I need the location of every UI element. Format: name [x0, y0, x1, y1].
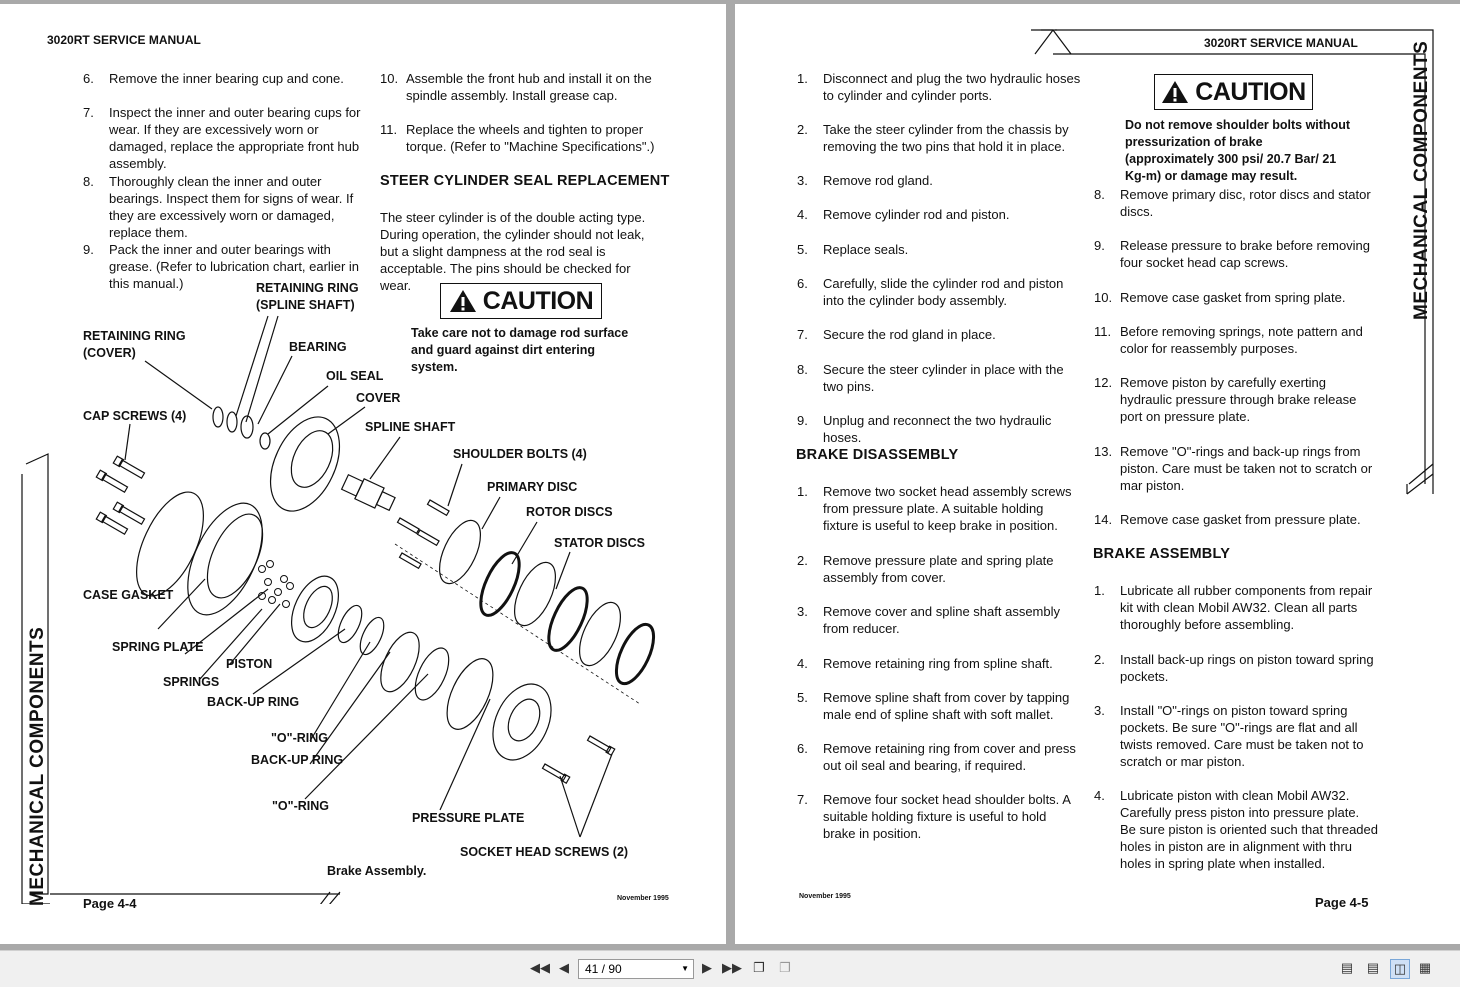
warning-icon: [1161, 80, 1189, 104]
list-item: [1094, 237, 1379, 271]
item-text: Install "O"-rings on piston toward spring pockets. Be sure "O"-rings are flat and all twists removed. Care must be taken not to scratch or mar piston.: [1120, 703, 1364, 769]
page-header: 3020RT SERVICE MANUAL: [1204, 36, 1358, 50]
item-text: Pack the inner and outer bearings with grease. (Refer to lubrication chart, earlier in this manual.): [109, 242, 360, 291]
item-number: 12.: [1094, 375, 1113, 390]
item-number: 8.: [1094, 187, 1105, 202]
label-retaining-ring-spline-shaft: RETAINING RING (SPLINE SHAFT): [256, 281, 359, 312]
label-o-ring-2: "O"-RING: [272, 799, 329, 813]
item-text: Thoroughly clean the inner and outer bearings. Inspect them for signs of wear. If they are excessively worn or damaged, replace them.: [109, 174, 354, 240]
item-text: Remove retaining ring from spline shaft.: [823, 656, 1053, 671]
item-text: Remove cover and spline shaft assembly from reducer.: [823, 604, 1061, 636]
label-rotor-discs: ROTOR DISCS: [526, 505, 613, 519]
item-number: 2.: [1094, 652, 1105, 667]
list-item: [797, 791, 1082, 843]
continuous-view-icon[interactable]: ▤: [1366, 960, 1380, 975]
item-text: Lubricate piston with clean Mobil AW32. Carefully press piston into pressure plate. Be sure piston is oriented such that threaded holes in piston are in alignment with thru holes in spring plate when installed.: [1120, 788, 1378, 871]
label-spline-shaft: SPLINE SHAFT: [365, 420, 456, 434]
item-text: Remove two socket head assembly screws from pressure plate. A suitable holding fixture is useful to keep brake in position.: [823, 484, 1072, 533]
label-oil-seal: OIL SEAL: [326, 369, 384, 383]
item-number: 2.: [797, 122, 808, 137]
list-item: [83, 173, 368, 240]
item-text: Inspect the inner and outer bearing cups for wear. If they are excessively worn or damaged, replace the appropriate front hub assembly.: [109, 105, 361, 171]
page-date: November 1995: [799, 893, 851, 900]
first-page-button[interactable]: ◀◀: [530, 960, 550, 975]
item-text: Take the steer cylinder from the chassis by removing the two pins that hold it in place.: [823, 122, 1069, 154]
item-text: Secure the rod gland in place.: [823, 327, 996, 342]
list-item: [797, 740, 1082, 774]
label-pressure-plate: PRESSURE PLATE: [412, 811, 525, 825]
page-header: 3020RT SERVICE MANUAL: [47, 33, 201, 47]
item-number: 5.: [797, 242, 808, 257]
viewer-toolbar: [0, 950, 1460, 987]
list-item: [1094, 582, 1379, 634]
item-number: 6.: [83, 71, 94, 86]
item-number: 3.: [1094, 703, 1105, 718]
next-page-button[interactable]: ▶: [702, 960, 712, 975]
label-stator-discs: STATOR DISCS: [554, 536, 645, 550]
list-item: [797, 275, 1082, 309]
item-text: Remove four socket head shoulder bolts. A suitable holding fixture is useful to hold brake in position.: [823, 792, 1071, 841]
two-page-view-icon[interactable]: ◫: [1390, 959, 1410, 979]
copy-icon[interactable]: ❐: [753, 960, 765, 975]
item-number: 4.: [1094, 788, 1105, 803]
item-number: 3.: [797, 173, 808, 188]
page-number-input[interactable]: [578, 959, 694, 979]
list-item: [797, 552, 1082, 586]
item-text: Unplug and reconnect the two hydraulic hoses.: [823, 413, 1052, 445]
list-item: [1094, 511, 1379, 528]
item-number: 6.: [797, 276, 808, 291]
caution-text: Do not remove shoulder bolts without pressurization of brake (approximately 300 psi/ 20.7 Bar/ 21 Kg-m) or damage may result.: [1125, 118, 1350, 183]
item-text: Disconnect and plug the two hydraulic hoses to cylinder and cylinder ports.: [823, 71, 1081, 103]
label-backup-ring: BACK-UP RING: [207, 695, 300, 709]
item-number: 9.: [1094, 238, 1105, 253]
item-number: 7.: [797, 792, 808, 807]
page-number: Page 4-5: [1315, 895, 1369, 910]
side-tab-label: MECHANICAL COMPONENTS: [1411, 40, 1432, 320]
section-heading: BRAKE ASSEMBLY: [1093, 546, 1231, 562]
item-text: Remove primary disc, rotor discs and stator discs.: [1120, 187, 1371, 219]
item-number: 6.: [797, 741, 808, 756]
item-number: 2.: [797, 553, 808, 568]
item-number: 1.: [797, 484, 808, 499]
item-number: 10.: [1094, 290, 1113, 305]
list-item: [1094, 787, 1379, 873]
prev-page-button[interactable]: ◀: [559, 960, 569, 975]
item-text: Remove "O"-rings and back-up rings from piston. Care must be taken not to scratch or mar piston.: [1120, 444, 1373, 493]
item-number: 4.: [797, 656, 808, 671]
list-item: [797, 483, 1082, 535]
label-cover: COVER: [356, 391, 401, 405]
item-text: Remove cylinder rod and piston.: [823, 207, 1010, 222]
side-tab-label: MECHANICAL COMPONENTS: [27, 626, 48, 906]
item-number: 5.: [797, 690, 808, 705]
label-springs: SPRINGS: [163, 675, 220, 689]
section-heading: STEER CYLINDER SEAL REPLACEMENT: [380, 173, 670, 189]
label-retaining-ring-cover: RETAINING RING (COVER): [83, 329, 186, 360]
item-text: Remove spline shaft from cover by tapping male end of spline shaft with soft mallet.: [823, 690, 1070, 722]
page-date: November 1995: [617, 895, 669, 902]
list-item: [1094, 374, 1379, 426]
item-text: Remove piston by carefully exerting hydraulic pressure through brake release port on pressure plate.: [1120, 375, 1357, 424]
item-text: Replace seals.: [823, 242, 909, 257]
list-item: [797, 206, 1082, 223]
last-page-button[interactable]: ▶▶: [722, 960, 742, 975]
list-item: [797, 689, 1082, 723]
list-item: [797, 326, 1082, 343]
item-text: Carefully, slide the cylinder rod and piston into the cylinder body assembly.: [823, 276, 1064, 308]
list-item: [380, 121, 665, 155]
label-piston: PISTON: [226, 657, 273, 671]
item-text: Remove rod gland.: [823, 173, 933, 188]
item-text: Release pressure to brake before removing four socket head cap screws.: [1120, 238, 1371, 270]
list-item: [797, 70, 1082, 104]
item-number: 7.: [797, 327, 808, 342]
list-item: [1094, 289, 1379, 306]
list-item: [797, 361, 1082, 395]
item-number: 9.: [83, 242, 94, 257]
label-case-gasket: CASE GASKET: [83, 588, 174, 602]
item-text: Remove case gasket from spring plate.: [1120, 290, 1346, 305]
list-item: [797, 172, 1082, 189]
item-text: Install back-up rings on piston toward spring pockets.: [1120, 652, 1374, 684]
item-number: 13.: [1094, 444, 1113, 459]
caution-title: CAUTION: [482, 286, 594, 315]
item-text: Remove retaining ring from cover and press out oil seal and bearing, if required.: [823, 741, 1076, 773]
list-item: [1094, 443, 1379, 495]
section-heading: BRAKE DISASSEMBLY: [796, 447, 959, 463]
item-text: Lubricate all rubber components from repair kit with clean Mobil AW32. Clean all parts thoroughly before assembling.: [1120, 583, 1373, 632]
caution-box: [1154, 74, 1313, 110]
list-item: [1094, 651, 1379, 685]
paste-icon[interactable]: ❐: [779, 960, 791, 975]
list-item: [797, 412, 1082, 445]
list-item: [797, 655, 1082, 672]
item-text: Remove case gasket from pressure plate.: [1120, 512, 1361, 527]
list-item: [1094, 186, 1379, 220]
item-text: Remove pressure plate and spring plate assembly from cover.: [823, 553, 1054, 585]
item-text: Assemble the front hub and install it on the spindle assembly. Install grease cap.: [406, 71, 652, 103]
two-page-continuous-icon[interactable]: ▦: [1418, 960, 1432, 975]
chevron-down-icon[interactable]: ▼: [681, 964, 689, 973]
item-number: 7.: [83, 105, 94, 120]
label-cap-screws: CAP SCREWS (4): [83, 409, 187, 423]
list-item: [797, 121, 1082, 155]
item-number: 1.: [797, 71, 808, 86]
item-text: Replace the wheels and tighten to proper torque. (Refer to "Machine Specifications".): [406, 122, 655, 154]
list-item: [83, 70, 368, 87]
figure-caption: Brake Assembly.: [327, 864, 427, 878]
single-page-view-icon[interactable]: ▤: [1340, 960, 1354, 975]
list-item: [380, 70, 665, 104]
left-page: [0, 4, 726, 944]
label-shoulder-bolts: SHOULDER BOLTS (4): [453, 447, 587, 461]
list-item: [1094, 323, 1379, 357]
right-page: [735, 4, 1460, 944]
item-number: 8.: [797, 362, 808, 377]
label-bearing: BEARING: [289, 340, 347, 354]
item-number: 8.: [83, 174, 94, 189]
label-o-ring: "O"-RING: [271, 731, 328, 745]
item-number: 11.: [1094, 324, 1112, 339]
page-number: Page 4-4: [83, 896, 137, 911]
label-spring-plate: SPRING PLATE: [112, 640, 204, 654]
item-number: 9.: [797, 413, 808, 428]
caution-title: CAUTION: [1195, 77, 1306, 106]
item-number: 3.: [797, 604, 808, 619]
item-number: 4.: [797, 207, 808, 222]
label-socket-head-screws: SOCKET HEAD SCREWS (2): [460, 845, 629, 859]
label-primary-disc: PRIMARY DISC: [487, 480, 578, 494]
item-number: 14.: [1094, 512, 1113, 527]
list-item: [83, 104, 368, 171]
item-text: Before removing springs, note pattern and color for reassembly purposes.: [1120, 324, 1363, 356]
item-number: 11.: [380, 122, 398, 137]
item-number: 1.: [1094, 583, 1105, 598]
list-item: [1094, 702, 1379, 770]
page-indicator-text: 41 / 90: [585, 962, 622, 976]
caution-text: Take care not to damage rod surface and guard against dirt entering system.: [411, 326, 629, 374]
section-paragraph: The steer cylinder is of the double acting type. During operation, the cylinder should not leak, but a slight dampness at the rod seal is acceptable. The pins should be checked for wear.: [380, 210, 646, 293]
list-item: [797, 603, 1082, 637]
list-item: [83, 241, 368, 291]
item-text: Secure the steer cylinder in place with the two pins.: [823, 362, 1064, 394]
list-item: [797, 241, 1082, 258]
item-text: Remove the inner bearing cup and cone.: [109, 71, 344, 86]
label-backup-ring-2: BACK-UP RING: [251, 753, 344, 767]
item-number: 10.: [380, 71, 399, 86]
